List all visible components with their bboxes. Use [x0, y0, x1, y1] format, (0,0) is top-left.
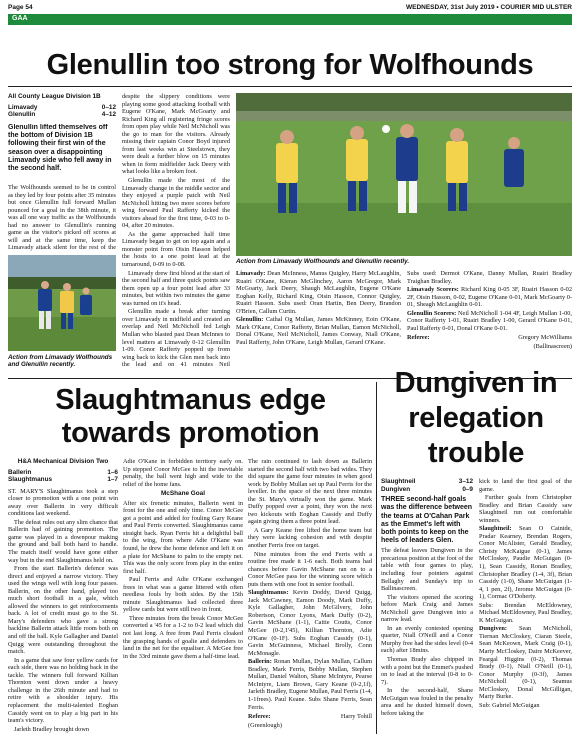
- photo-players-right: [236, 93, 572, 256]
- paragraph: Jarleth Bradley brought down: [14, 725, 90, 733]
- paragraph: Further goals from Christopher Bradley and Brian Cassidy saw Slaughtneil run out comfortable winners.: [479, 494, 572, 524]
- lineup: Glenullin Scorers: Neil McNicholl 1-04 4F, Leigh Mullan 1-00, Conor Rafferty 1-01, Ruairi Bradley 1-00, Gerard O'Kane 0-01, Paul Rafferty 0-01, Donal O'Kane 0-01.: [407, 309, 572, 332]
- a1-body-col2: [122, 93, 230, 368]
- team-limavady: Limavady: [8, 103, 38, 111]
- paragraph: Adie O'Kane in forbidden territory early on. Up stepped Conor McGee to hit the inevitable penalty, the ball went high and wide to the relief of the home fans.: [123, 458, 243, 488]
- column-divider: [376, 382, 377, 734]
- a1-teams: [236, 270, 401, 370]
- headline-dungiven: Dungiven in relegation trouble: [394, 367, 558, 469]
- a2-referee: Referee: Harry Tohill: [248, 713, 372, 721]
- paragraph: Thomas Brady also chipped in with a point but the Emmet's pushed on to lead at the interval (0-8 to 0-7).: [381, 655, 473, 686]
- lineup: Dungiven: Sean McNicholl, Tiernan McCloskey, Ciaran Steele, Sean McKeown, Mark Craig (0-1), Marty McCloskey, Daire McKeever, Feargal Higgins (0-2), Thomas Brady (0-1), Niall O'Neill (0-1), Conor Murphy (0-3f), James McNicholl (0-1), Seamus McCloskey, Donal McGilligan, Marty Burke.: [479, 625, 572, 701]
- lineup: Limavady Scorers: Richard King 0-05 3F, Ruairi Hasson 0-02 2F, Oisin Hasson, 0-02, Eugene O'Kane 0-01, Mark McGoarty 0-01, Sheagh McLaughlin 0-01.: [407, 286, 572, 309]
- headline-slaughtmanus: Slaughtmanus edge towards promotion: [55, 384, 326, 450]
- paragraph: From the start Ballerin's defence was direct and enjoyed a narrow victory. They used the wings well with long four passes. Ballerin, on the other hand, played too much short football in a gale, which allowed the winners to get reinforcements back. A lot of credit must go to the St. Mary's defenders who gave a strong backline Ballerin attack little room both on and off the ball. Kyle Gallagher and Daniel Quigg were outstanding throughout the match.: [8, 565, 118, 656]
- photo-caption-right: Action from Limavady Wolfhounds and Glenullin recently.: [236, 258, 410, 265]
- lineup: Limavady: Dean McInness, Manus Quigley, Harry McLaughlin, Ruairi O'Kane, Kieran McGlinchey, Aaron McGregor, Mark McGoarty, Jack Deery, Shaugh McLaughlin, Eugene O'Kane Eoghan Kelly, Richard King, Oisin Hasson, Connor Quigley, Ruairi Hasson. Subs used: Oran Hartin, Ben Deery, Brandon O'Brien, Callum Curtin.: [236, 270, 401, 315]
- paragraph: Paul Ferris and Adie O'Kane exchanged frees in what was a game littered with often needless fouls by both sides. By the 15th minute Slaughtmanus had collected three yellow cards but were still two in front.: [123, 576, 243, 614]
- paragraph: The defeat leaves Dungiven in the precarious position at the foot of the table with four games to play, including four pointers against Bellaghy and Sunday's trip to Ballinascreen.: [381, 547, 473, 593]
- photo-left: [8, 255, 116, 351]
- a2-body-col2: [123, 458, 243, 734]
- lineup: Slaughtneil: Sean O Cainide, Pradar Kearney, Brendan Rogers, Conor McAlister, Gerald Bradley, Christy McKaigue (0-1), James McCloskey, Paudie McGuigan (0-1), Sean Cassidy, Ronan Bradley, Christopher Bradley (1-4, 3f), Brian Cassidy (1-0), Shane McGuigan (1-4, 1 pen, 2f), Jerome McGuigan (0-1), Cormac O'Doherty.: [479, 525, 572, 601]
- paragraph: Glenullin made a break after turning over Limavady in midfield and created an overlap and Neil McNicholl fed Leigh Mullan who blasted past Dean McInnes to level matters at Limavady 0-12 Glenullin 1-09. Conor Rafferty popped up from wing back to kick the Glen men back into the lead and on 41 minutes Neil: [122, 308, 230, 368]
- score-ballerin: 1–6: [107, 468, 118, 476]
- score-slaughtmanus: 1–7: [107, 476, 118, 484]
- paragraph: The visitors opened the scoring before Mark Craig and James McNicholl gave Dungiven into a narrow lead.: [381, 593, 473, 624]
- a1-lead: Glenullin lifted themselves off the bottom of Division 1B following their first win of the season over a disappointing Limavady side who fell away in the second half.: [8, 124, 112, 173]
- team-dungiven: Dungiven: [381, 485, 411, 493]
- a1-score-box: All County League Division 1B Limavady 0–12 Glenullin 4–12: [8, 93, 116, 119]
- team-slaughtmanus: Slaughtmanus: [8, 476, 53, 484]
- headline-glenullin: Glenullin too strong for Wolfhounds: [46, 49, 534, 81]
- paragraph: The rain continued to lash down as Ballerin started the second half with two bad wides. They did square the game four minutes in when good work by Bobby Mullan set up Paul Ferris for the leveller. In the space of the next three minutes the St. Mary's virtually won the game. Mark Duffy popped over a point, they won the next two kickouts with Eoghan Cassidy and Duffy again giving them a three point lead.: [248, 458, 372, 526]
- team-slaughtneil: Slaughtneil: [381, 478, 416, 485]
- paragraph: kick to land the first goal of the game.: [479, 478, 572, 493]
- score-glenullin: 4–12: [101, 111, 116, 119]
- score-dungiven: 0–9: [462, 485, 473, 493]
- paragraph: The Wolfhounds seemed to be in control as they led by four points after 35 minutes but once Glenullin full forward Mullan pounced for a goal in the 38th minute, it was all one way traffic as the Wolfhounds had no answer to Glenullin's running game as the visitor's picked off scores at will and at the same time, keep the Limavady attack silent for the rest of the: [8, 184, 116, 252]
- score-limavady: 0–12: [101, 103, 116, 111]
- lineup: Ballerin: Ronan Mullan, Dylan Mullan, Callum Bradley, Mark Ferris, Bobby Mullan, Stephen Mullan, Daniel Walton, Shane McIntyre, Pearse McIntyre, Liam Brown, Gary Keane (0-2,1f), Jarleth Bradley, Eugene Mullan, Paul Ferris (1-4, 1-1frees). Paul Keane. Subs Shane Ferris, Sean Ferris.: [248, 658, 372, 711]
- divider: [8, 86, 572, 87]
- a3-lead: THREE second-half goals was the difference between the teams at O'Cahan Park as the Emmet's left with both points to keep on the heels of leaders Glen.: [381, 496, 473, 545]
- paragraph: In the second-half, Shane McGuigan was fouled in the penalty area and he dusted himself down, before taking the: [381, 687, 473, 717]
- paragraph: Three minutes from the break Conor McGee converted a '45 for a 1-2 to 0-2 lead which did not last long. A free from Paul Ferris cloaked the grasping hands of goalie and defenders to land in the net for the equaliser. A McGee free in the 33rd minute gave them a half-time lead.: [123, 614, 243, 660]
- a2-body-col1: H&A Mechanical Division Two Ballerin 1–6 Slaughtmanus 1–7 ST. MARY'S Slaughtmanus took a step closer to promotion with a one point win away over Ballerin in very difficult conditions last weekend. The defeat rules out any slim chance that Ballerin had of gaining promotion. The game was played in a downpour making the ground and ball both hard to handle. The match itself would have gone either way but in the end Slaughtmanus held on. From the start Ballerin's defence was direct and enjoyed a narrow victory. They used the wings well with long four passes. Ballerin, on the other hand, played too much short football in a gale, which allowed the winners to get reinforcements back. A lot of credit must go to the St. Mary's defenders who gave a strong backline Ballerin attack little room both on and off the ball. Kyle Gallagher and Daniel Quigg were outstanding throughout the match. In a game that saw four yellow cards for each side, there was no holding back in the tackle. The winners full forward Killian Thornton went down under a heavy challenge in the 26th minute and had to retire with a shoulder injury. His replacement the multi-talented Eoghan Cassidy went on to play a big part in his team's victory. Jarleth Bradley brought down: [8, 458, 118, 733]
- paragraph: As the game approached half time Limavady began to get on top again and a monster point from Oisin Hasson helped the hosts to a one point lead at the turnaround, 0-09 to 0-08.: [122, 230, 230, 269]
- score-slaughtneil: 3–12: [458, 478, 473, 485]
- team-glenullin: Glenullin: [8, 111, 36, 119]
- paragraph: despite the slippery conditions were playing some good attacking football with Eugene O'Kane, Mark McGoarty and Richard King all registering fringe scores from open play while Neil McNicholl was the go to man for the visitors. Already missing their captain Conor Boyd injured from last weeks win at Steelstown, they were dealt a further blow on 15 minutes when in form midfielder Jack Deery with what looks like a broken foot.: [122, 93, 230, 176]
- paragraph: Limavady drew first blood at the start of the second half and three quick points saw them open up a four point lead after 33 minutes, but within two minutes the game was turned on it's head.: [122, 269, 230, 307]
- a2-body-col3: The rain continued to lash down as Ballerin started the second half with two bad wides. They did square the game four minutes in when good work by Bobby Mullan set up Paul Ferris for the leveller. In the space of the next three minutes the St. Mary's virtually won the game. Mark Duffy popped over a point, they won the next two kickouts with Eoghan Cassidy and Duffy again giving them a three point lead. A Gary Keane free lifted the home team but they were lacking cohesion and with despite another Ferris free on target. Nine minutes from the end Ferris with a routine free made it 1-6 each. Both teams had chances before Gavin McShane ran on to a Conor McGee pass for the winning score which puts them with one foot in senior football. Slaughtmanus: Kevin Doddy, David Quigg, Jack McCawney, Eamon Doody, Mark Duffy, Kyle Gallagher, John McGilvery, John Robertson, Conor Lyons, Mark Duffy (0-2), Gavin McShane (1-1), Caitie Coutts, Conor McGee (0-2,1'45), Killian Thornton, Adie O'Kane (0-1F). Subs Eoghan Cassidy (0-1), Gavin McGuinness, Michael Brolly, Conn McMonagle. Ballerin: Ronan Mullan, Dylan Mullan, Callum Bradley, Mark Ferris, Bobby Mullan, Stephen Mullan, Daniel Walton, Shane McIntyre, Pearse McIntyre, Liam Brown, Gary Keane (0-2,1f), Jarleth Bradley, Eugene Mullan, Paul Ferris (1-4, 1-1frees). Paul Keane. Subs Shane Ferris, Sean Ferris. Referee: Harry Tohill (Greenlough): [248, 458, 372, 729]
- page-header: [8, 4, 572, 14]
- paragraph: Nine minutes from the end Ferris with a routine free made it 1-6 each. Both teams had chances before Gavin McShane ran on to a Conor McGee pass for the winning score which puts them with one foot in senior football.: [248, 550, 372, 588]
- paragraph: Glenullin made the most of the Limavady change in the middle sector and they enjoyed a purple patch with Neil McNicholl hitting two more scores before wing forward Paul Rafferty kicked the visitors ahead for the first time, 0-03 to 0-04, after 20 minutes.: [122, 177, 230, 230]
- section-bar: GAA: [8, 14, 572, 25]
- a1-subs-scorers: Subs used: Dermot O'Kane, Danny Mullan, Ruairi Bradley Traighan Bradley. Limavady Scorers: Richard King 0-05 3F, Ruairi Hasson 0-02 2F, Oisin Hasson, 0-02, Eugene O'Kane 0-01, Mark McGoarty 0-01, Sheagh McLaughlin 0-01. Glenullin Scorers: Neil McNicholl 1-04 4F, Leigh Mullan 1-00, Conor Rafferty 1-01, Ruairi Bradley 1-00, Gerard O'Kane 0-01, Paul Rafferty 0-01, Donal O'Kane 0-01. Referee: Gregory McWilliams (Ballinascreen): [407, 270, 572, 350]
- paragraph: In a game that saw four yellow cards for each side, there was no holding back in the tackle. The winners full forward Killian Thornton went down under a heavy challenge in the 26th minute and had to retire with a shoulder injury. His replacement the multi-talented Eoghan Cassidy went on to play a big part in his team's victory.: [8, 656, 118, 725]
- paragraph: ST. MARY'S Slaughtmanus took a step closer to promotion with a one point win away over Ballerin in very difficult conditions last weekend.: [8, 487, 118, 518]
- photo-players-left: [8, 255, 116, 351]
- paragraph: After six frenetic minutes, Ballerin went in front for the one and only time. Conor McGee got a point and added for fouling Gary Keane and Paul Ferris converted. Slaughtmanus came straight back. Ryan Ferris hit a delightful ball to the wing, from where Adie O'Kane was found, he drew the home defence and left it on a plate for McShane to palm to the empty net. This was the only score from play in the entire first half.: [123, 499, 243, 575]
- photo-right: [236, 93, 572, 256]
- lineup: Sub: Gabriel McGuigan: [479, 701, 540, 709]
- a1-referee: Referee: Gregory McWilliams: [407, 334, 572, 342]
- page-date: WEDNESDAY, 31st July 2019 • COURIER MID ULSTER: [405, 4, 572, 11]
- lineup: Glenullin: Cathal Og Mullan, James McKinney, Eoin O'Kane, Mark O'Kane, Conor Rafferty, Brian Mullan, Eamon McNicholl, Donal O'Kane, Neil McNicholl, James Conway, Niall O'Kane, Paul Rafferty, John O'Kane, Leigh Mullan, Gerard O'Kane.: [236, 316, 401, 346]
- team-ballerin: Ballerin: [8, 468, 32, 476]
- paragraph: In an evenly contested opening quarter, Niall O'Neill and a Conor Murphy free had the sides level (0-4 each) after 18mins.: [381, 624, 473, 655]
- page-number: Page 54: [8, 4, 33, 11]
- paragraph: A Gary Keane free lifted the home team but they were lacking cohesion and with despite another Ferris free on target.: [248, 526, 372, 550]
- lineup: Subs: Brendan McEldowney, Michael McEldowney, Paul Bradley, K McGuigan.: [479, 601, 572, 624]
- a2-subhead: McShane Goal: [160, 490, 206, 498]
- lineup: Slaughtmanus: Kevin Doddy, David Quigg, Jack McCawney, Eamon Doody, Mark Duffy, Kyle Gallagher, John McGilvery, John Robertson, Conor Lyons, Mark Duffy (0-2), Gavin McShane (1-1), Caitie Coutts, Conor McGee (0-2,1'45), Killian Thornton, Adie O'Kane (0-1F). Subs Eoghan Cassidy (0-1), Gavin McGuinness, Michael Brolly, Conn McMonagle.: [248, 589, 372, 657]
- a3-body-col1: [381, 478, 473, 734]
- paragraph: The defeat rules out any slim chance that Ballerin had of gaining promotion. The game was played in a downpour making the ground and ball both hard to handle. The match itself would have gone either way but in the end Slaughtmanus held on.: [8, 518, 118, 564]
- a1-body-col1: [8, 184, 116, 252]
- a1-subs: Subs used: Dermot O'Kane, Danny Mullan, Ruairi Bradley Traighan Bradley.: [407, 270, 572, 285]
- a3-body-col2: [479, 478, 572, 734]
- photo-caption-left: Action from Limavady Wolfhounds and Glenullin recently.: [8, 354, 113, 369]
